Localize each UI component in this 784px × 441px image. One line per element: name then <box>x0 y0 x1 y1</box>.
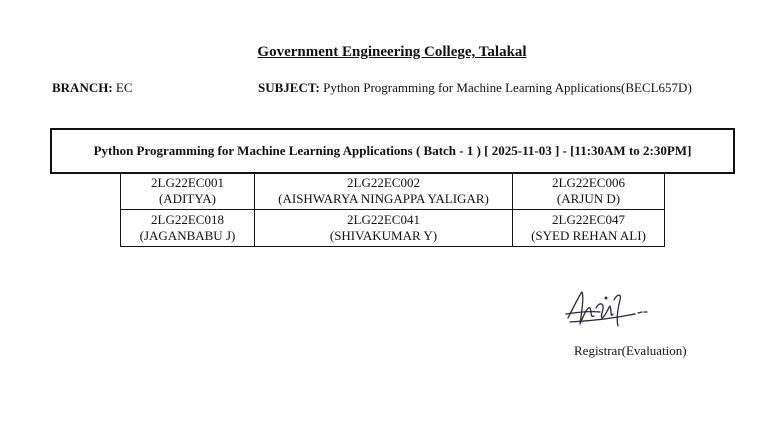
college-title: Government Engineering College, Talakal <box>257 44 527 60</box>
student-cell <box>255 210 513 247</box>
table-row <box>121 173 665 210</box>
table-row <box>121 210 665 247</box>
student-usn: 2LG22EC001 <box>151 175 224 190</box>
student-usn: 2LG22EC041 <box>347 212 420 227</box>
subject-info <box>258 80 692 96</box>
branch-info <box>52 80 133 96</box>
student-name: (JAGANBABU J) <box>139 228 236 243</box>
student-table <box>120 172 665 247</box>
student-cell <box>255 173 513 210</box>
batch-header <box>50 128 735 174</box>
branch-label: BRANCH: <box>52 80 113 95</box>
student-cell <box>121 210 255 247</box>
student-name: (ADITYA) <box>158 191 217 206</box>
student-name: (AISHWARYA NINGAPPA YALIGAR) <box>278 191 489 206</box>
student-name: (ARJUN D) <box>556 191 621 206</box>
student-usn: 2LG22EC047 <box>552 212 625 227</box>
student-usn: 2LG22EC018 <box>151 212 224 227</box>
subject-value: Python Programming for Machine Learning Applications(BECL657D) <box>323 80 692 95</box>
branch-value: EC <box>115 80 133 95</box>
batch-title: Python Programming for Machine Learning Applications ( Batch - 1 ) [ 2025-11-03 ] - [11:30AM to 2:30PM] <box>93 143 692 158</box>
signature-icon <box>560 288 655 333</box>
student-name: (SYED REHAN ALI) <box>531 228 646 243</box>
student-name: (SHIVAKUMAR Y) <box>329 228 438 243</box>
subject-label: SUBJECT: <box>258 80 320 95</box>
student-cell <box>513 173 665 210</box>
student-cell <box>513 210 665 247</box>
registrar-label: Registrar(Evaluation) <box>574 343 687 358</box>
student-usn: 2LG22EC002 <box>347 175 420 190</box>
student-cell <box>121 173 255 210</box>
student-usn: 2LG22EC006 <box>552 175 625 190</box>
